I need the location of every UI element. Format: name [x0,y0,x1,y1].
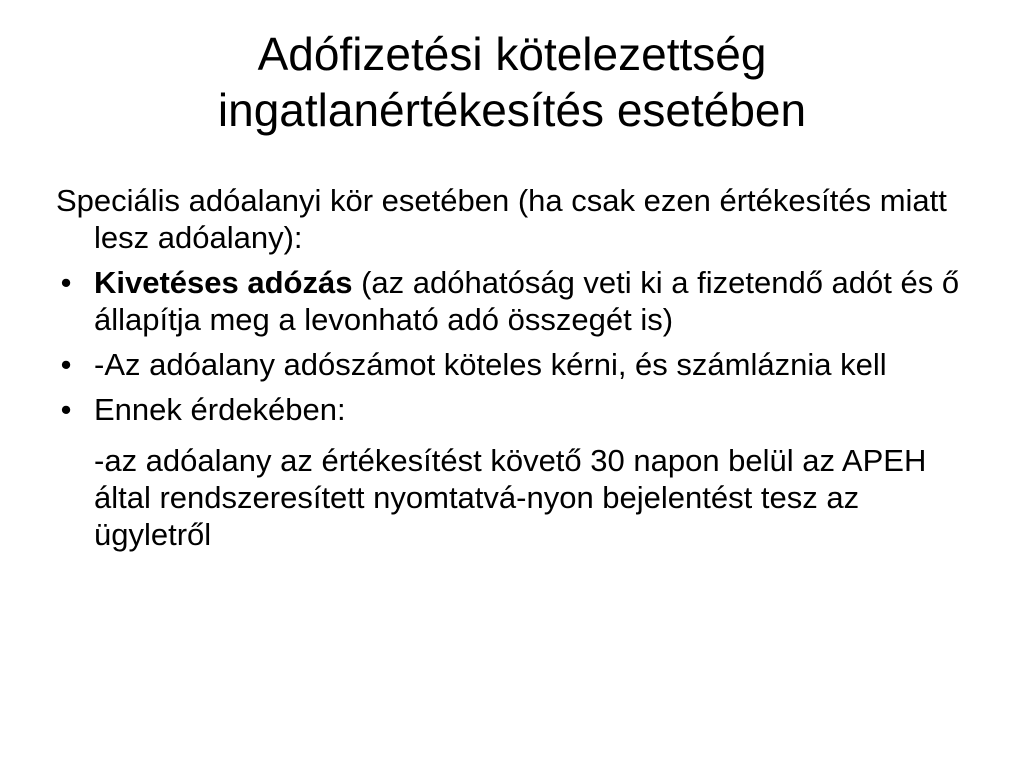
bullet-3-text: Ennek érdekében: [94,392,346,427]
slide-title [60,26,964,138]
bullet-icon: • [60,392,72,427]
slide-title-line-1: Adófizetési kötelezettség [257,28,767,80]
bullet-item-3 [56,391,976,428]
sub-paragraph: -az adóalany az értékesítést követő 30 napon belül az APEH által rendszeresített nyomtatvá-nyon bejelentést tesz az ügyletről [94,443,927,552]
bullet-item-1 [56,264,976,338]
bullet-item-2 [56,346,976,383]
bullet-1-text: (az adóhatóság veti ki a fizetendő adót és ő állapítja meg a levonható adó összegét is) [94,265,960,337]
bullet-1-bold-text: Kivetéses adózás [94,265,353,300]
bullet-2-text: -Az adóalany adószámot köteles kérni, és számláznia kell [94,347,887,382]
intro-paragraph: Speciális adóalanyi kör esetében (ha csak ezen értékesítés miatt lesz adóalany): [56,183,947,255]
bullet-icon: • [60,347,72,382]
slide-title-line-2: ingatlanértékesítés esetében [217,84,807,136]
slide-body [56,182,976,553]
bullet-icon: • [60,265,72,300]
